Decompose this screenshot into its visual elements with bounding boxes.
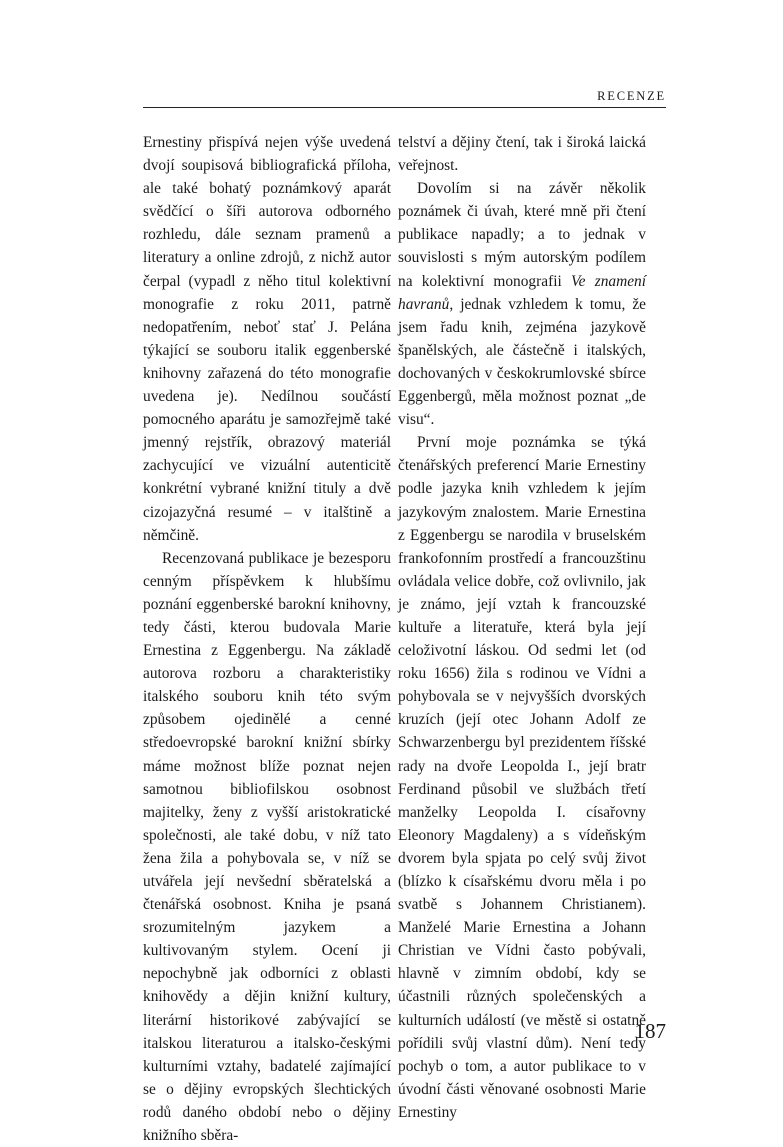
header-rule — [143, 107, 666, 108]
paragraph-text: , jednak vzhledem k tomu, že jsem řadu knih, zejména jazykově španělských, ale částečně i italských, dochovaných v českokrumlovské sbírce Eggenbergů, měla možnost poznat „de visu“. — [398, 295, 646, 429]
book-title: Ve znamení havranů — [398, 272, 647, 313]
paragraph: telství a dějiny čtení, tak i široká laická veřejnost. — [398, 134, 646, 175]
running-head: RECENZE — [597, 89, 666, 103]
paragraph-text: Dovolím si na závěr několik poznámek či úvah, které mně při čtení publikace napadly; a to jednak v souvislosti s mým autorským podílem na kolektivní monografii — [398, 180, 646, 290]
paragraph: Recenzovaná publikace je bezesporu cenným příspěvkem k hlubšímu poznání eggenberské barokní knihovny, tedy části, kterou budovala Marie Ernestina z Eggenbergu. Na základě autorova rozboru a charakteristiky italského souboru knih této svým způsobem ojedinělé a cenné středoevropské barokní knižní sbírky máme možnost blíže poznat nejen samotnou bibliofilskou osobnost majitelky, ženy z vyšší aristokratické společnosti, ale také dobu, v níž tato žena žila a pohybovala se, v níž se utvářela její nevšední sběratelská a čtenářská osobnost. Kniha je psaná srozumitelným jazykem a kultivovaným stylem. Ocení ji nepochybně jak odborníci z oblasti knihovědy a dějin knižní kultury, literární historikové zabývající se italskou literaturou a italsko-českými kulturními vztahy, badatelé zajímající se o dějiny evropských šlechtických rodů daného období nebo o dějiny knižního sběra- — [143, 549, 391, 1145]
page-number: 187 — [634, 1019, 666, 1043]
paragraph — [398, 177, 646, 431]
paragraph: První moje poznámka se týká čtenářských preferencí Marie Ernestiny podle jazyka knih vzhledem k jejím jazykovým znalostem. Marie Ernestina z Eggenbergu se narodila v bruselském frankofonním prostředí a francouzštinu ovládala velice dobře, což ovlivnilo, jak je známo, její vztah k francouzské kultuře a literatuře, která byla její celoživotní láskou. Od sedmi let (od roku 1656) žila s rodinou ve Vídni a pohybovala se v nejvyšších dvorských kruzích (její otec Johann Adolf ze Schwarzenbergu byl prezidentem říšské rady na dvoře Leopolda I., její bratr Ferdinand působil ve službách třetí manželky Leopolda I. císařovny Eleonory Magdaleny) a s vídeňským dvorem byla spjata po celý svůj život (blízko k císařskému dvoru měla i po svatbě s Johannem Christianem). Manželé Marie Ernestina a Johann Christian ve Vídni často pobývali, hlavně v zimním období, kdy se účastnili různých společenských a kulturních událostí (ve městě si ostatně pořídili svůj vlastní dům). Není tedy pochyb o tom, a autor publikace to v úvodní části věnované osobnosti Marie Ernestiny — [398, 434, 646, 1121]
text-column-left — [143, 131, 391, 1147]
paragraph: Ernestiny přispívá nejen výše uvedená dvojí soupisová bibliografická příloha, ale také bohatý poznámkový aparát svědčící o šíři autorova odborného rozhledu, dále seznam pramenů a literatury a online zdrojů, z nichž autor čerpal (vypadl z něho titul kolektivní monografie z roku 2011, patrně nedopatřením, neboť stať J. Pelána týkající se souboru italik eggenberské knihovny zařazená do této monografie uvedena je). Nedílnou součástí pomocného aparátu je samozřejmě také jmenný rejstřík, obrazový materiál zachycující ve vizuální autenticitě konkrétní vybrané knižní tituly a dvě cizojazyčná resumé – v italštině a němčině. — [143, 134, 391, 544]
text-column-right — [398, 131, 646, 1124]
